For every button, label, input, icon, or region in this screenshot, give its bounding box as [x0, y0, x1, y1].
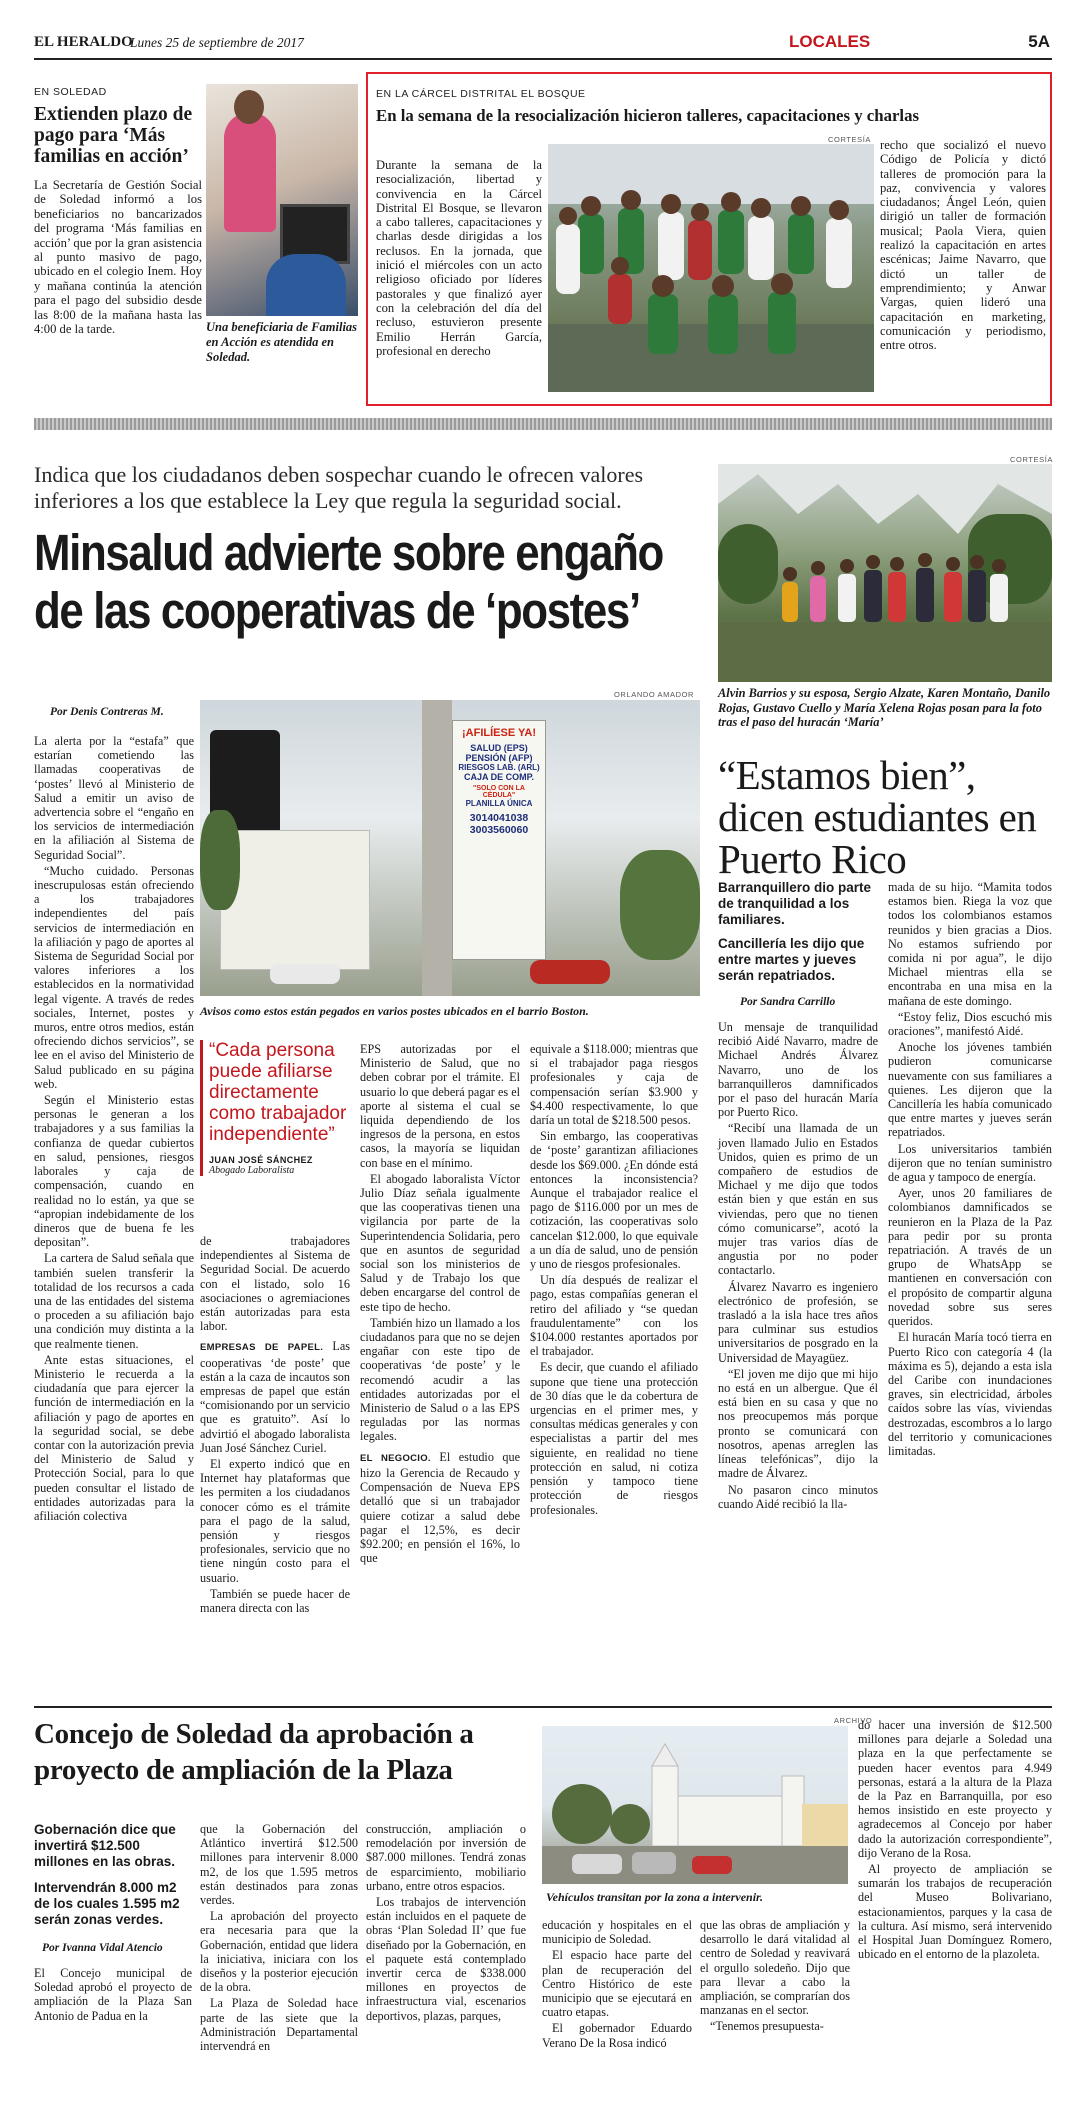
concejo-sub-1: Gobernación dice que invertirá $12.500 millones en las obras.	[34, 1822, 176, 1869]
concejo-col-3	[366, 1822, 526, 2025]
pr-col2-p5: Ayer, unos 20 familiares de colombianos damnificados se reunieron en la Plaza de la Paz para pedir por su pronta repatriación. A través de un grupo de WhatsApp se mantienen en conversación con el propósito de compartir alguna novedad sobre sus seres queridos.	[888, 1186, 1052, 1329]
concejo-col4-p2: El espacio hace parte del plan de recuperación del Centro Histórico de este municipio que se ejecutará en cuatro etapas.	[542, 1948, 692, 2020]
soledad-brief	[34, 68, 364, 398]
minsalud-col1-p1: La alerta por la “estafa” que estarían cometiendo las llamadas cooperativas de ‘postes’ llevó al Ministerio de Salud a emitir un aviso de advertencia sobre el “engaño en los servicios de intermediación en la afiliación al Sistema de Seguridad Social”.	[34, 734, 194, 862]
concejo-caption: Vehículos transitan por la zona a intervenir.	[546, 1890, 764, 1904]
plaza-photo	[542, 1726, 848, 1884]
pr-sub-1: Barranquillero dio parte de tranquilidad a los familiares.	[718, 880, 872, 927]
minsalud-caption: Avisos como estos están pegados en varios postes ubicados en el barrio Boston.	[200, 1004, 589, 1018]
subhead-papel: EMPRESAS DE PAPEL.	[200, 1342, 324, 1354]
afiliese-poster	[452, 720, 546, 960]
minsalud-col-4	[530, 1042, 698, 1519]
carcel-headline: En la semana de la resocialización hicieron talleres, capacitaciones y charlas	[376, 106, 920, 125]
concejo-col4-p3: El gobernador Eduardo Verano De la Rosa indicó	[542, 2021, 692, 2050]
minsalud-col4-p2: Sin embargo, las cooperativas de ‘poste’ garantizan afiliaciones desde los $69.000. ¿En dónde está entonces la inconsistencia? Aunque el trabajador realice el pago de $116.000 por un mes de cotización, las cooperativas solo cancelan $12.000, lo que equivale a un día de salud, uno de pensión y uno de riesgos profesionales.	[530, 1129, 698, 1272]
minsalud-col1-p5: Ante estas situaciones, el Ministerio le recuerda a la ciudadanía que para ejercer la función de intermediación en la afiliación y pago de aportes en la seguridad social, se debe contar con la autorización previa del Ministerio de Salud y Protección Social, para lo que pueden consultar el listado de entidades autorizadas para la afiliación colectiva	[34, 1352, 194, 1523]
pr-col-1-body	[718, 1020, 878, 1511]
pullquote-name: JUAN JOSÉ SÁNCHEZ	[209, 1155, 313, 1165]
minsalud-col4-p4: Es decir, que cuando el afiliado supone que tiene una protección de 30 días que le da cobertura de urgencias en el primer mes, y consultas médicas generales y con especialistas a partir del mes siguiente, en realidad no tiene protección en salud, ni cotiza pensión y tampoco tiene protección de riesgos profesionales.	[530, 1360, 698, 1517]
minsalud-col-1	[34, 734, 194, 1525]
concejo-col-4	[542, 1918, 692, 2052]
sign-line-3: PENSIÓN (AFP)	[465, 753, 533, 763]
concejo-col4-p1: educación y hospitales en el municipio de Soledad.	[542, 1918, 692, 1947]
pr-col2-p3: Anoche los jóvenes también pudieron comunicarse nuevamente con sus familiares a quienes. Les dijeron que la Cancillería les había comunicado que entre martes y jueves serán repatriados.	[888, 1040, 1052, 1140]
carcel-photo-credit: CORTESÍA	[828, 135, 872, 144]
pr-group-photo	[718, 464, 1052, 682]
pr-sub-2: Cancillería les dijo que entre martes y jueves serán repatriados.	[718, 936, 865, 983]
concejo-col2-p3: La Plaza de Soledad hace parte de las siete que la Administración Departamental intervendrá en	[200, 1996, 358, 2054]
minsalud-col3-p2: El abogado laboralista Víctor Julio Díaz señala igualmente que las cooperativas tienen una vigilancia por parte de la Superintendencia Solidaria, pero que en asuntos de seguridad social son los ministerios de Salud y de Trabajo los que deben encargarse del control de este tipo de hecho.	[360, 1171, 520, 1314]
pullquote-block	[200, 1040, 350, 1176]
tree-left	[200, 810, 240, 910]
minsalud-col3-p1: EPS autorizadas por el Ministerio de Salud, que no deben cobrar por el trámite. El usuario lo que deberá pagar es el aporte al sistema el cual se liquida dependiendo de los ingresos de la persona, en estos casos, la mayoría se liquidan con base en el mínimo.	[360, 1042, 520, 1170]
minsalud-col3-p4: El estudio que hizo la Gerencia de Recaudo y Compensación de Nueva EPS detalló que si un trabajador quiere cotizar a salud debe pagar el 12,5%, es decir $92.200; en pensión el 16%, lo que	[360, 1449, 521, 1566]
pr-caption: Alvin Barrios y su esposa, Sergio Alzate, Karen Montaño, Danilo Rojas, Gustavo Cuello y María Xelena Rojas posan para la foto tras el paso del huracán ‘María’	[718, 686, 1051, 730]
sign-line-9: 3003560060	[469, 824, 529, 836]
pr-col2-p4: Los universitarios también dijeron que no tenían suministro de agua y tampoco de energía.	[888, 1141, 1052, 1185]
kicker-en-soledad: EN SOLEDAD	[34, 86, 107, 98]
section-divider-band	[34, 418, 1052, 430]
person-figure	[224, 112, 276, 232]
concejo-col6-p2: Al proyecto de ampliación se sumarán los trabajos de recuperación del Museo Bolivariano, estacionamientos, parques y la casa de la cultura. Así mismo, será intervenido el Hospital Juan Domínguez Romero, ubicado en el entorno de la plazoleta.	[858, 1862, 1052, 1962]
concejo-col2-p2: La aprobación del proyecto era necesaria para que la Gobernación, entidad que lidera la iniciativa, iniciara con los diseños y la posterior ejecución de la obra.	[200, 1909, 358, 1995]
pullquote-text: “Cada persona puede afiliarse directamente como trabajador independiente”	[209, 1040, 347, 1145]
pr-col-2	[888, 880, 1052, 1460]
sign-line-5: CAJA DE COMP.	[463, 772, 534, 782]
concejo-col2-p1: que la Gobernación del Atlántico invertirá $12.500 millones para intervenir 8.000 m2, de los que 1.595 metros están destinados para zonas verdes.	[200, 1822, 358, 1908]
pr-figures	[718, 464, 1052, 682]
pole	[422, 700, 452, 996]
seated-person	[266, 254, 346, 316]
minsalud-col-2	[200, 1234, 350, 1617]
minsalud-col4-p3: Un día después de realizar el pago, estas compañías generan el retiro del afiliado y “se quedan fraudulentamente” con los $104.000 restantes aportados por el trabajador.	[530, 1273, 698, 1359]
sign-line-4: RIESGOS LAB. (ARL)	[458, 763, 540, 772]
carcel-body-left: Durante la semana de la resocialización, libertad y convivencia en la Cárcel Distrital El Bosque, se llevaron a cabo talleres, capacitaciones y charlas desde dirigidas a los reclusos. En la jornada, que inició el miércoles con un acto religioso oficiado por líderes pastorales y que finalizó ayer con la celebración del día del recluso, estuvieron presente Emilio Herrán García, profesional en derecho	[376, 158, 542, 358]
minsalud-col-3	[360, 1042, 520, 1567]
concejo-col3-p1: construcción, ampliación o remodelación por inversión de $87.000 millones. Tendrá zonas de esparcimiento, mobiliario urbano, entre otros espacios.	[366, 1822, 526, 1893]
red-car	[530, 960, 610, 984]
pr-byline: Por Sandra Carrillo	[740, 996, 836, 1008]
minsalud-col2-p3: El experto indicó que en Internet hay plataformas que les permiten a los ciudadanos conocer cómo es el trámite para el pago de la salud, pensión y riesgos profesionales, servicio que no tiene ningún costo para el usuario.	[200, 1457, 350, 1585]
church-drawing	[542, 1726, 848, 1884]
pullquote-role: Abogado Laboralista	[209, 1165, 295, 1176]
carcel-brief-box	[366, 72, 1052, 406]
minsalud-photo-credit: ORLANDO AMADOR	[614, 690, 695, 699]
carcel-group-photo	[548, 144, 874, 392]
group-figures	[548, 144, 874, 392]
concejo-col5-p1: que las obras de ampliación y desarrollo le dará vitalidad al centro de Soledad y reavivará el orgullo soledeño. Dijo que para llevar a cabo la ampliación, se comprarían dos manzanas en el sector.	[700, 1918, 850, 2018]
concejo-photo-credit: ARCHIVO	[834, 1716, 873, 1725]
header-rule	[34, 58, 1052, 60]
pr-headline: “Estamos bien”, dicen estudiantes en Puerto Rico	[718, 752, 1037, 882]
minsalud-col3-p3: También hizo un llamado a los ciudadanos para que no se dejen engañar con este tipo de cooperativas ‘de poste’ y le recomendó acudir a las entidades autorizadas por el Ministerio de Salud o a las EPS reguladas por las normas legales.	[360, 1315, 520, 1444]
sign-line-7: PLANILLA ÚNICA	[465, 799, 533, 808]
subhead-negocio: EL NEGOCIO.	[360, 1452, 431, 1464]
concejo-col-1	[34, 1822, 192, 2025]
concejo-byline: Por Ivanna Vidal Atencio	[42, 1942, 163, 1954]
minsalud-col2-p2: Las cooperativas ‘de poste’ que están a la caza de incautos son empresas de papel que están “comisionando por un servicio que es gratuito”. Así lo advirtió el abogado laboralista Juan José Sánchez Curiel.	[200, 1339, 350, 1455]
concejo-sub-2: Intervendrán 8.000 m2 de los cuales 1.595 m2 serán zonas verdes.	[34, 1880, 180, 1927]
person-head	[234, 90, 264, 124]
pr-col-1	[718, 880, 878, 1513]
white-car	[270, 964, 340, 984]
pr-col1-p3: Álvarez Navarro es ingeniero electrónico de profesión, se trasladó a la isla hace tres años para culminar sus estudios universitarios de posgrado en la Universidad de Mayagüez.	[718, 1279, 878, 1365]
pr-col2-p1: mada de su hijo. “Mamita todos estamos bien. Riega la voz que todos los colombianos estamos reunidos y bien gracias a Dios. No estamos sufriendo por comida ni por agua”, le dijo Michael mientras ella se encontraba en una misa en la mañana de este domingo.	[888, 880, 1052, 1008]
soledad-caption: Una beneficiaria de Familias en Acción es atendida en Soledad.	[206, 320, 358, 364]
sign-line-6: "SOLO CON LA CÉDULA"	[473, 785, 525, 799]
sign-line-2: SALUD (EPS)	[470, 743, 528, 753]
masthead-bar	[34, 30, 1052, 58]
page-number: 5A	[1028, 32, 1050, 51]
poste-sign-photo	[200, 700, 700, 996]
minsalud-col2-p1: de trabajadores independientes al Sistema de Seguridad Social. De acuerdo con el listado, solo 16 asociaciones o agremiaciones están autorizadas para esta labor.	[200, 1234, 350, 1334]
building	[220, 830, 370, 970]
pr-col1-p4: “El joven me dijo que mi hijo no está en un albergue. Que él está bien en su casa y que no nos preocupemos más porque pronto se comunicará con nosotros, apenas arreglen las líneas telefónicas”, dijo la madre de Álvarez.	[718, 1366, 878, 1481]
minsalud-deck: Indica que los ciudadanos deben sospechar cuando le ofrecen valores inferiores a los que establece la Ley que regula la seguridad social.	[34, 462, 644, 513]
pr-col1-p2: “Recibí una llamada de un joven llamado Julio en Estados Unidos, quien es primo de un compañero de estudios de Michael y me dijo que todos están bien y que están en sus viviendas, pero que no tienen cómo comunicarse”, acotó la mujer tras varios días de angustia por no poder contactarlo.	[718, 1121, 878, 1278]
pr-col2-p2: “Estoy feliz, Dios escuchó mis oraciones”, manifestó Aidé.	[888, 1009, 1052, 1039]
subhead-negocio-paragraph	[360, 1450, 520, 1566]
soledad-photo	[206, 84, 358, 316]
pr-col2-p6: El huracán María tocó tierra en Puerto Rico con categoría 4 (la máxima es 5), dejando a esta isla del Caribe con inundaciones graves, sin electricidad, árboles caídos sobre las vías, viviendas destrozadas, escombros a lo largo del territorio y comunicaciones limitadas.	[888, 1330, 1052, 1458]
soledad-headline: Extienden plazo de pago para ‘Más familias en acción’	[34, 104, 193, 167]
pr-col1-p5: No pasaron cinco minutos cuando Aidé recibió la lla-	[718, 1482, 878, 1511]
minsalud-headline: Minsalud advierte sobre engaño de las cooperativas de ‘postes’	[34, 524, 663, 639]
minsalud-col1-p2: “Mucho cuidado. Personas inescrupulosas están ofreciendo a los trabajadores independientes del país servicios de intermediación en la afiliación y pago de aportes al Sistema de Seguridad Social por valores inferiores a los establecidos en la normatividad legal vigente. A través de redes sociales, Internet, postes y muros, entre otros medios, están ofreciendo dichos servicios”, se lee en el aviso del Ministerio de Salud publicado en su página web.	[34, 863, 194, 1091]
sign-line-1: ¡AFILÍESE YA!	[462, 727, 536, 739]
carcel-body-right: recho que socializó el nuevo Código de Policía y dictó talleres de promoción para la paz, convivencia y valores ciudadanos; Ángel León, quien dirigió un taller de formación musical; Paola Viera, quien realizó la capacitación en artes escénicas; Jaime Navarro, que dictó un taller de emprendimiento; y Anwar Vargas, quien lideró una capacitación en marketing, comunicación y periodismo, entre otros.	[880, 138, 1046, 353]
kicker-carcel: EN LA CÁRCEL DISTRITAL EL BOSQUE	[376, 88, 586, 100]
concejo-top-rule	[34, 1706, 1052, 1708]
concejo-col-5	[700, 1918, 850, 2036]
concejo-col1-p1: El Concejo municipal de Soledad aprobó el proyecto de ampliación de la Plaza San Antonio de Padua en la	[34, 1966, 192, 2023]
section-label: LOCALES	[789, 32, 871, 51]
tree-right	[620, 850, 700, 960]
paper-name: EL HERALDO	[34, 34, 133, 50]
soledad-body: La Secretaría de Gestión Social de Soledad informó a los beneficiarios no bancarizados del programa ‘Más familias en acción’ que por la gran asistencia al punto masivo de pago, ubicado en el colegio Inem. Hoy y mañana continúa la atención para el pago del subsidio desde las 8:00 de la mañana hasta las 4:00 de la tarde.	[34, 178, 202, 337]
sign-line-8: 3014041038	[469, 812, 529, 824]
concejo-col3-p2: Los trabajos de intervención están incluidos en el paquete de obras ‘Plan Soledad II’ que fue diseñado por la Gobernación, en el paquete está contemplado invertir cerca de $338.000 millones en proyectos de infraestructura vial, escenarios deportivos, plazas, parques,	[366, 1895, 526, 2023]
concejo-col-2	[200, 1822, 358, 2055]
pr-col1-p1: Un mensaje de tranquilidad recibió Aidé Navarro, madre de Michael Andrés Álvarez Navarro, uno de los barranquilleros damnificados por el paso del huracán María por Puerto Rico.	[718, 1020, 878, 1120]
minsalud-col1-p3: Según el Ministerio estas personas le generan a los trabajadores y a sus familias la confianza de quedar cubiertos en salud, pensiones, riesgos laborales y caja de compensación, cuando en realidad no lo están, ya que se “apropian indebidamente de los dineros que de buena fe les depositan”.	[34, 1093, 194, 1250]
minsalud-col1-p4: La cartera de Salud señala que también suelen transferir la totalidad de los recursos a cada una de las entidades del sistema o proceden a su afiliación bajo una condición muy distinta a la que realmente tienen.	[34, 1251, 194, 1351]
concejo-col-6	[858, 1718, 1052, 1963]
concejo-col6-p1: do hacer una inversión de $12.500 millones para dejarle a Soledad una plaza en la que perfectamente se pueden hacer eventos para 4.949 personas, estará a la altura de la Plaza de la Paz en Barranquilla, por eso hemos insistido en este proyecto y agradecemos al Concejo por haber dado la autorización correspondiente”, dijo Verano de la Rosa.	[858, 1718, 1052, 1860]
subhead-papel-paragraph	[200, 1339, 350, 1455]
minsalud-col2-p4: También se puede hacer de manera directa con las	[200, 1586, 350, 1616]
pr-photo-credit: CORTESÍA	[1010, 455, 1054, 464]
issue-date: Lunes 25 de septiembre de 2017	[130, 35, 304, 50]
concejo-headline: Concejo de Soledad da aprobación a proyecto de ampliación de la Plaza	[34, 1718, 474, 1786]
concejo-col5-p2: “Tenemos presupuesta-	[710, 2019, 824, 2034]
minsalud-col4-p1: equivale a $118.000; mientras que si el trabajador paga riesgos profesionales y caja de compensación serían $3.900 y $4.400 respectivamente, lo que daría un total de $218.500 pesos.	[530, 1042, 698, 1128]
minsalud-byline: Por Denis Contreras M.	[50, 706, 164, 718]
